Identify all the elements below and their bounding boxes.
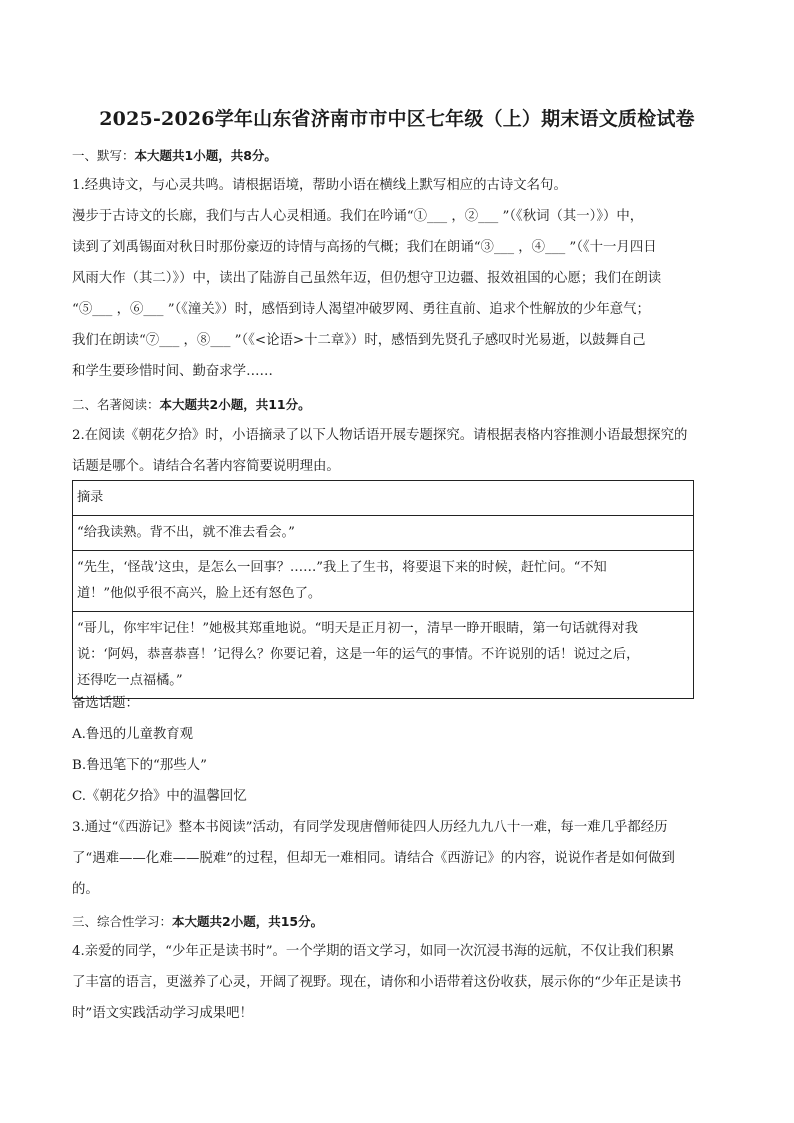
section-detail: 本大题共1小题，共8分。: [134, 148, 277, 163]
q3-text-line: 的。: [72, 882, 99, 897]
option-a: A.鲁迅的儿童教育观: [72, 727, 194, 742]
q1-text-line: 我们在朗读“⑦___ ，⑧___ ”（《<论语>十二章》）时，感悟到先贤孔子感叹时光易逝，以鼓舞自己: [72, 333, 646, 348]
q1-text-line: 读到了刘禹锡面对秋日时那份豪迈的诗情与高扬的气概；我们在朗诵“③___ ，④___ ”（《十一月四日: [72, 240, 657, 255]
section-detail: 本大题共2小题，共11分。: [159, 397, 311, 412]
cell-line: “给我读熟。背不出，就不准去看会。”: [77, 525, 295, 540]
option-c: C.《朝花夕拾》中的温馨回忆: [72, 789, 247, 804]
cell-line: 说：‘阿妈，恭喜恭喜！’记得么？你要记着，这是一年的运气的事情。不许说别的话！说过之后，: [77, 647, 640, 662]
table-header-cell: [73, 481, 694, 516]
table-header-row: [73, 481, 694, 516]
q3-text-line: 3.通过“《西游记》整本书阅读”活动，有同学发现唐僧师徒四人历经九九八十一难，每一难几乎都经历: [72, 820, 668, 835]
q4-text-line: 了丰富的语言，更滋养了心灵，开阔了视野。现在，请你和小语带着这份收获，展示你的“少年正是读书: [72, 975, 682, 990]
cell-line: “先生，‘怪哉’这虫，是怎么一回事？……”我上了生书，将要退下来的时候，赶忙问。“不知: [77, 560, 607, 575]
exam-title: 2025-2026学年山东省济南市市中区七年级（上）期末语文质检试卷: [99, 108, 695, 130]
options-label: 备选话题：: [72, 696, 139, 711]
cell-line: “哥儿，你牢牢记住！”她极其郑重地说。“明天是正月初一，清早一睁开眼睛，第一句话就得对我: [77, 621, 638, 636]
q3-text-line: 了“遇难——化难——脱难”的过程，但却无一难相同。请结合《西游记》的内容，说说作者是如何做到: [72, 851, 675, 866]
option-b: B.鲁迅笔下的“那些人”: [72, 758, 207, 773]
section-heading-3: [72, 913, 323, 931]
table-row: [73, 551, 694, 612]
section-heading-2: [72, 396, 311, 414]
section-label: 三、综合性学习：: [72, 914, 173, 929]
q1-text-line: 风雨大作（其二）》）中，读出了陆游自己虽然年迈，但仍想守卫边疆、报效祖国的心愿；我们在朗读: [72, 271, 662, 286]
q1-intro: 1.经典诗文，与心灵共鸣。请根据语境，帮助小语在横线上默写相应的古诗文名句。: [72, 178, 567, 193]
section-label: 二、名著阅读：: [72, 397, 160, 412]
q1-text-line: 和学生要珍惜时间、勤奋求学……: [72, 364, 273, 379]
q2-text-line: 2.在阅读《朝花夕拾》时，小语摘录了以下人物话语开展专题探究。请根据表格内容推测小语最想探究的: [72, 428, 688, 443]
table-header-text: 摘录: [77, 490, 104, 505]
q1-text-line: 漫步于古诗文的长廊，我们与古人心灵相通。我们在吟诵“①___ ，②___ ”（《秋词（其一）》）中，: [72, 209, 644, 224]
cell-line: 还得吃一点福橘。”: [77, 673, 183, 688]
section-heading-1: [72, 147, 277, 165]
table-cell: [73, 516, 694, 551]
q1-text-line: “⑤___ ，⑥___ ”（《潼关》）时，感悟到诗人渴望冲破罗网、勇往直前、追求个性解放的少年意气；: [72, 302, 650, 317]
table-row: [73, 516, 694, 551]
section-label: 一、默写：: [72, 148, 135, 163]
q4-text-line: 时”语文实践活动学习成果吧！: [72, 1006, 253, 1021]
table-cell: [73, 551, 694, 612]
cell-line: 道！”他似乎很不高兴，脸上还有怒色了。: [77, 586, 322, 601]
q2-text-line: 话题是哪个。请结合名著内容简要说明理由。: [72, 459, 340, 474]
table-cell: [73, 612, 694, 699]
q4-text-line: 4.亲爱的同学，“少年正是读书时”。一个学期的语文学习，如同一次沉浸书海的远航，不仅让我们积累: [72, 944, 675, 959]
section-detail: 本大题共2小题，共15分。: [172, 914, 324, 929]
excerpt-table: [72, 480, 694, 699]
table-row: [73, 612, 694, 699]
